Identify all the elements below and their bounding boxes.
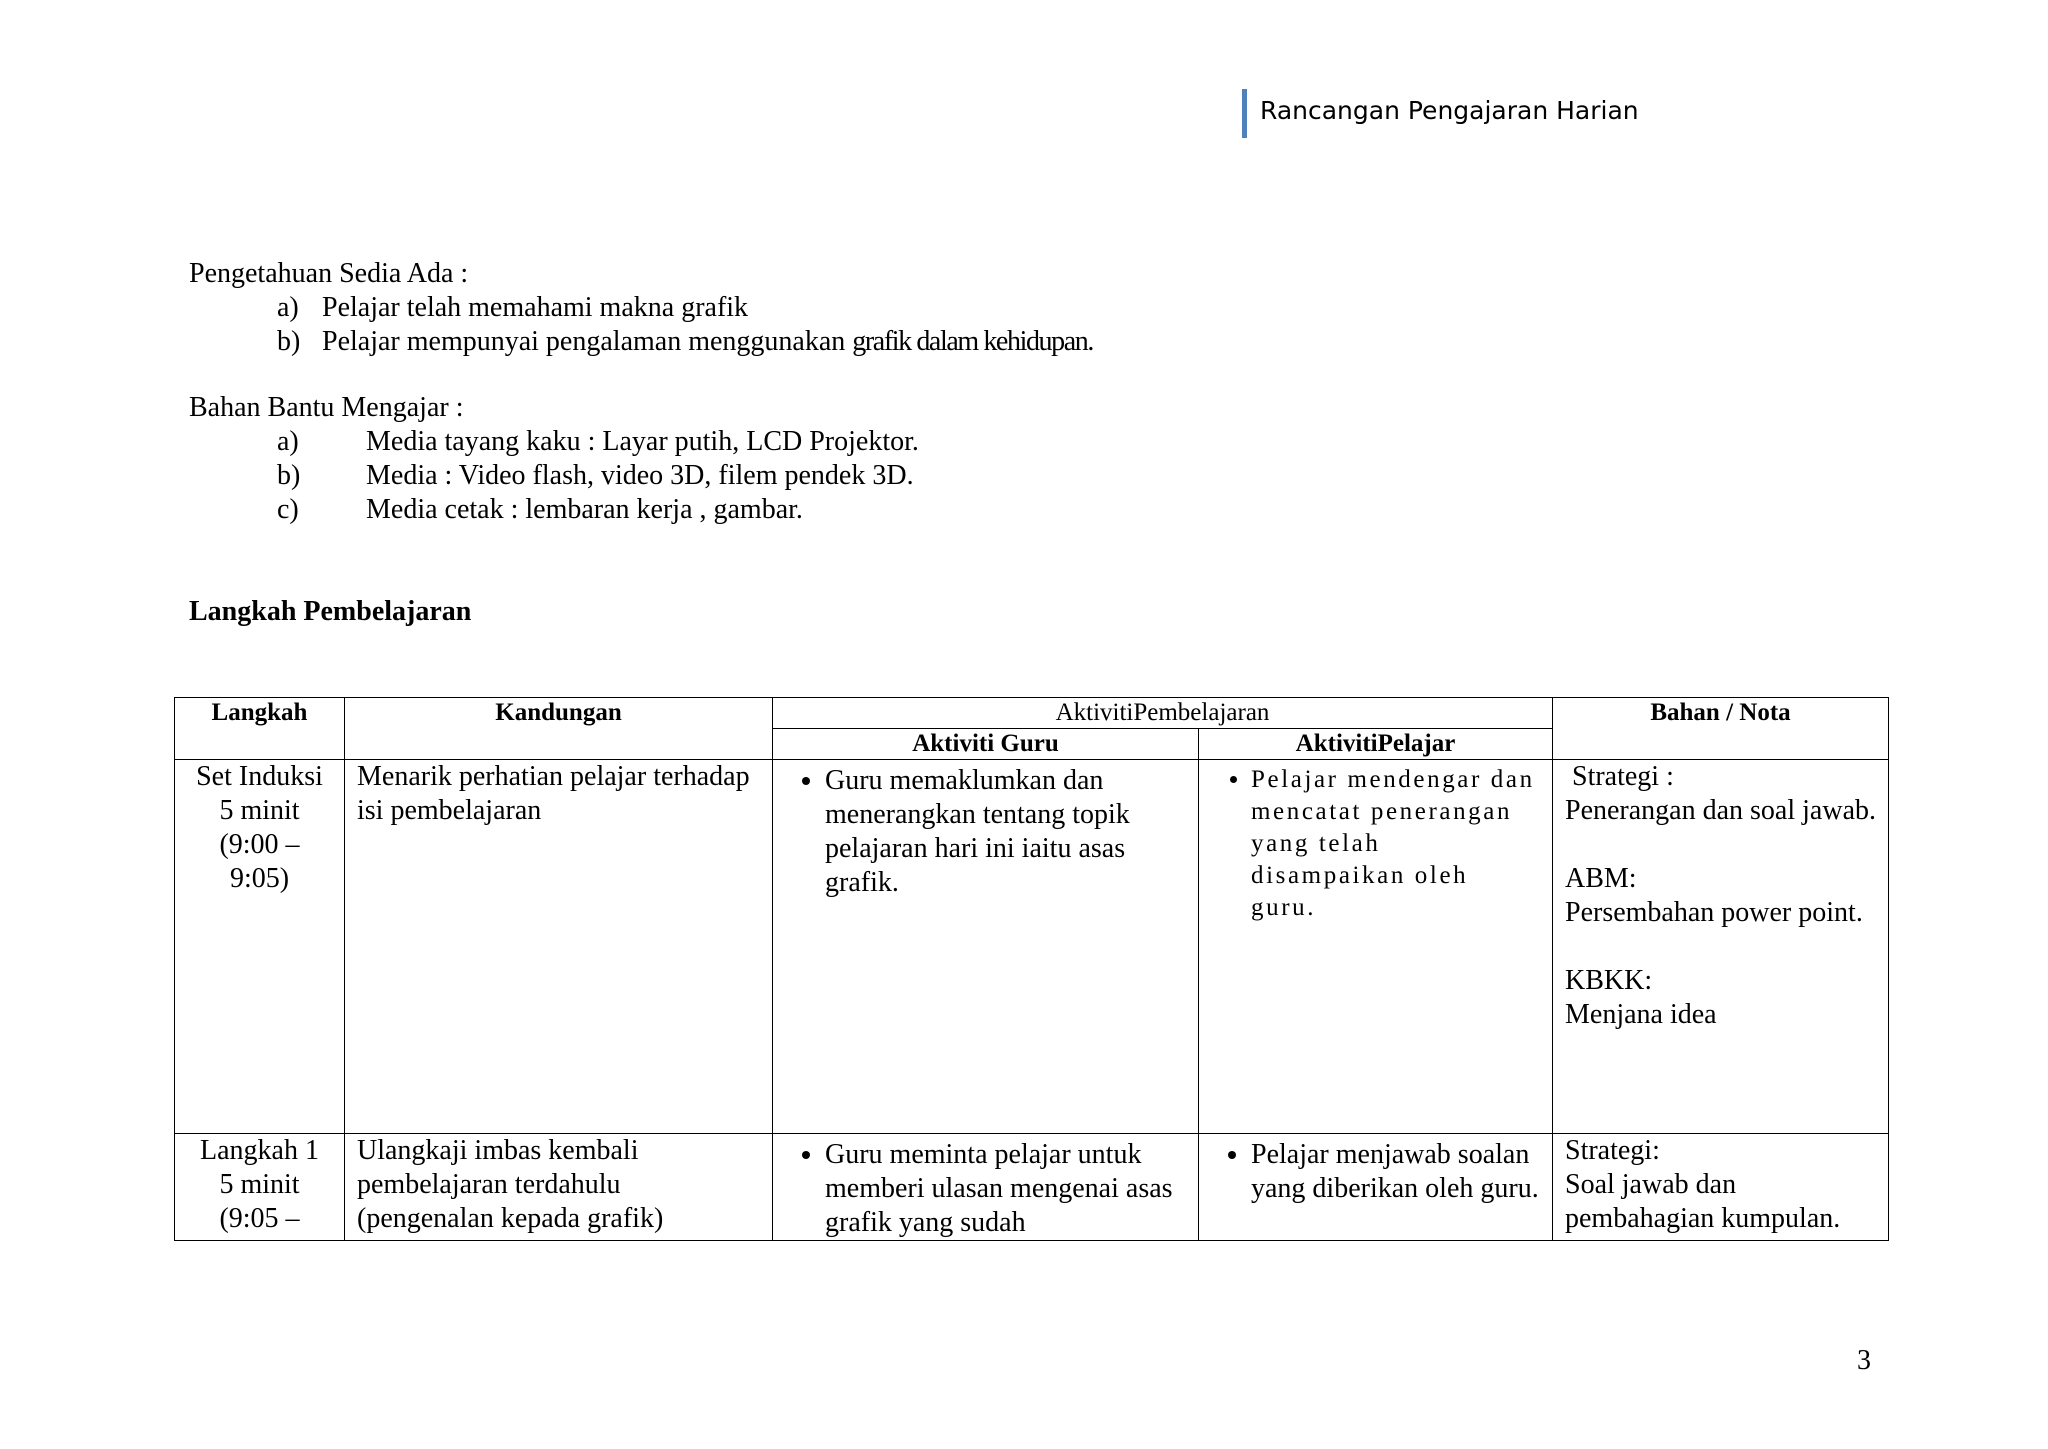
table-row [175,1134,1889,1241]
col-header-langkah: Langkah [175,698,345,760]
pengetahuan-heading: Pengetahuan Sedia Ada : [189,258,469,289]
langkah-line: (9:00 – [219,829,300,860]
header-accent-bar [1242,89,1247,138]
nota-text: Menjana idea [1565,999,1717,1030]
col-header-kandungan: Kandungan [345,698,773,760]
list-index: b) [277,326,301,357]
header-title: Rancangan Pengajaran Harian [1260,96,1639,125]
table-row [175,760,1889,1134]
nota-label: Strategi: [1565,1135,1660,1166]
nota-label: Strategi : [1565,761,1674,792]
nota-label: ABM: [1565,863,1637,894]
list-item: • Guru memaklumkan dan menerangkan tentang topik pelajaran hari ini iaitu asas grafik. [825,764,1186,900]
nota-label: KBKK: [1565,965,1653,996]
cell-langkah [175,1134,345,1241]
list-text: Pelajar telah memahami makna grafik [322,292,749,323]
langkah-line: Langkah 1 [200,1135,319,1166]
col-header-aktiviti-guru: Aktiviti Guru [773,729,1199,760]
nota-block [1565,1134,1876,1236]
bahan-item [189,493,919,527]
langkah-line: 5 minit [219,1169,300,1200]
cell-aktiviti-guru [773,1134,1199,1241]
list-index: c) [277,494,299,525]
cell-kandungan: Ulangkaji imbas kembali pembelajaran terdahulu (pengenalan kepada grafik) [345,1134,773,1241]
bullet-list [1211,1138,1540,1206]
cell-bahan-nota [1553,760,1889,1134]
list-text: Media : Video flash, video 3D, filem pendek 3D. [366,460,914,491]
nota-text: Penerangan dan soal jawab. [1565,795,1876,826]
list-item: • Pelajar menjawab soalan yang diberikan oleh guru. [1251,1138,1540,1206]
cell-aktiviti-guru [773,760,1199,1134]
cell-aktiviti-pelajar [1199,760,1553,1134]
bahan-item [189,459,919,493]
cell-langkah [175,760,345,1134]
bahan-heading: Bahan Bantu Mengajar : [189,392,464,423]
list-index: a) [277,292,299,323]
pengetahuan-item [189,291,1093,325]
bullet-list [1211,764,1540,924]
section-heading: Langkah Pembelajaran [189,596,472,627]
nota-block [1565,964,1876,1032]
bahan-item [189,425,919,459]
cell-aktiviti-pelajar [1199,1134,1553,1241]
col-header-aktiviti: AktivitiPembelajaran [773,698,1553,729]
bullet-list [785,1138,1186,1240]
list-item: • Guru meminta pelajar untuk memberi ulasan mengenai asas grafik yang sudah [825,1138,1186,1240]
cell-kandungan: Menarik perhatian pelajar terhadap isi pembelajaran [345,760,773,1134]
col-header-aktiviti-pelajar: AktivitiPelajar [1199,729,1553,760]
nota-block [1565,862,1876,930]
list-text [322,325,1093,359]
list-text-main: Pelajar mempunyai pengalaman menggunakan [322,326,853,357]
table-header-row [175,698,1889,729]
list-item: • Pelajar mendengar dan mencatat penerangan yang telah disampaikan oleh guru. [1251,764,1540,924]
list-text: Media cetak : lembaran kerja , gambar. [366,494,803,525]
list-index: a) [277,426,299,457]
lesson-table [174,697,1889,1241]
nota-block [1565,760,1876,828]
langkah-line: 9:05) [229,863,290,894]
list-text-tail: grafik dalam kehidupan. [852,326,1093,357]
langkah-line: (9:05 – [219,1203,300,1234]
bullet-list [785,764,1186,900]
page-number: 3 [1857,1345,1871,1376]
langkah-line: 5 minit [219,795,300,826]
pengetahuan-section [189,257,1093,359]
nota-text: Persembahan power point. [1565,897,1863,928]
pengetahuan-item [189,325,1093,359]
cell-bahan-nota [1553,1134,1889,1241]
col-header-bahan-nota: Bahan / Nota [1553,698,1889,760]
nota-text: Soal jawab dan pembahagian kumpulan. [1565,1169,1841,1234]
langkah-line: Set Induksi [196,761,323,792]
bahan-section [189,391,919,527]
list-index: b) [277,460,301,491]
list-text: Media tayang kaku : Layar putih, LCD Projektor. [366,426,919,457]
